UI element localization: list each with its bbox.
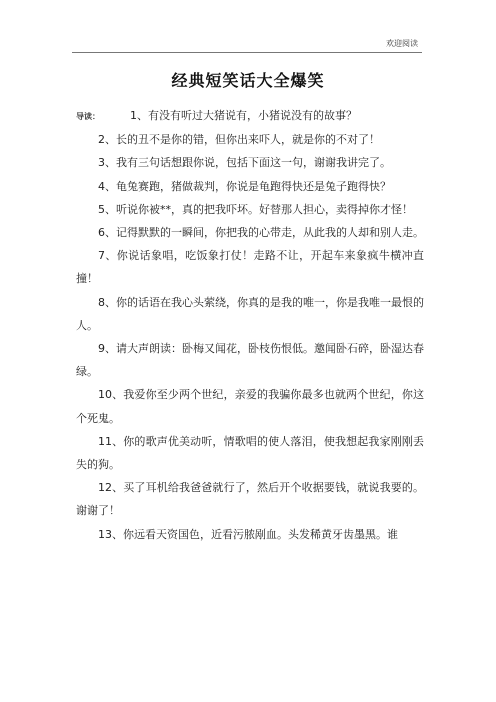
- joke-item-11: 11、你的歌声优美动听，情歌唱的使人落泪，使我想起我家刚刚丢失的狗。: [76, 434, 424, 472]
- joke-item-3: 3、我有三句话想跟你说，包括下面这一句，谢谢我讲完了。: [98, 156, 391, 170]
- document-title: 经典短笑话大全爆笑: [171, 71, 325, 90]
- joke-item-10: 10、我爱你至少两个世纪，亲爱的我骗你最多也就两个世纪，你这个死鬼。: [76, 388, 424, 425]
- joke-item-7: 7、你说话象唱，吃饭象打仗！走路不让，开起车来象疯牛横冲直撞！: [76, 249, 424, 286]
- joke-item-4: 4、龟兔赛跑，猪做裁判，你说是龟跑得快还是兔子跑得快？: [98, 179, 391, 193]
- document-body: [76, 104, 424, 546]
- joke-item-12: 12、买了耳机给我爸爸就行了，然后开个收据要钱，就说我要的。谢谢了！: [76, 481, 424, 518]
- joke-item-6: 6、记得默默的一瞬间，你把我的心带走，从此我的人却和别人走。: [98, 226, 424, 240]
- intro-label: 导读：: [76, 112, 100, 121]
- header-note: 欢迎阅读: [386, 39, 418, 48]
- joke-item-1: 1、有没有听过大猪说有，小猪说没有的故事？: [130, 109, 357, 122]
- header-divider: [72, 52, 422, 53]
- joke-item-8: 8、你的话语在我心头萦绕，你真的是我的唯一，你是我唯一最恨的人。: [76, 295, 424, 332]
- joke-item-5: 5、听说你被**，真的把我吓坏。好替那人担心，卖得掉你才怪！: [98, 202, 413, 216]
- joke-item-9: 9、请大声朗读：卧梅又闻花，卧枝伤恨低。邀闻卧石碎，卧湿达春绿。: [76, 342, 424, 379]
- intro-paragraph: [76, 104, 424, 128]
- joke-item-13: 13、你远看天资国色，近看污脓剐血。头发稀黄牙齿墨黑。谁: [98, 527, 398, 541]
- joke-item-2: 2、长的丑不是你的错，但你出来吓人，就是你的不对了！: [98, 133, 380, 147]
